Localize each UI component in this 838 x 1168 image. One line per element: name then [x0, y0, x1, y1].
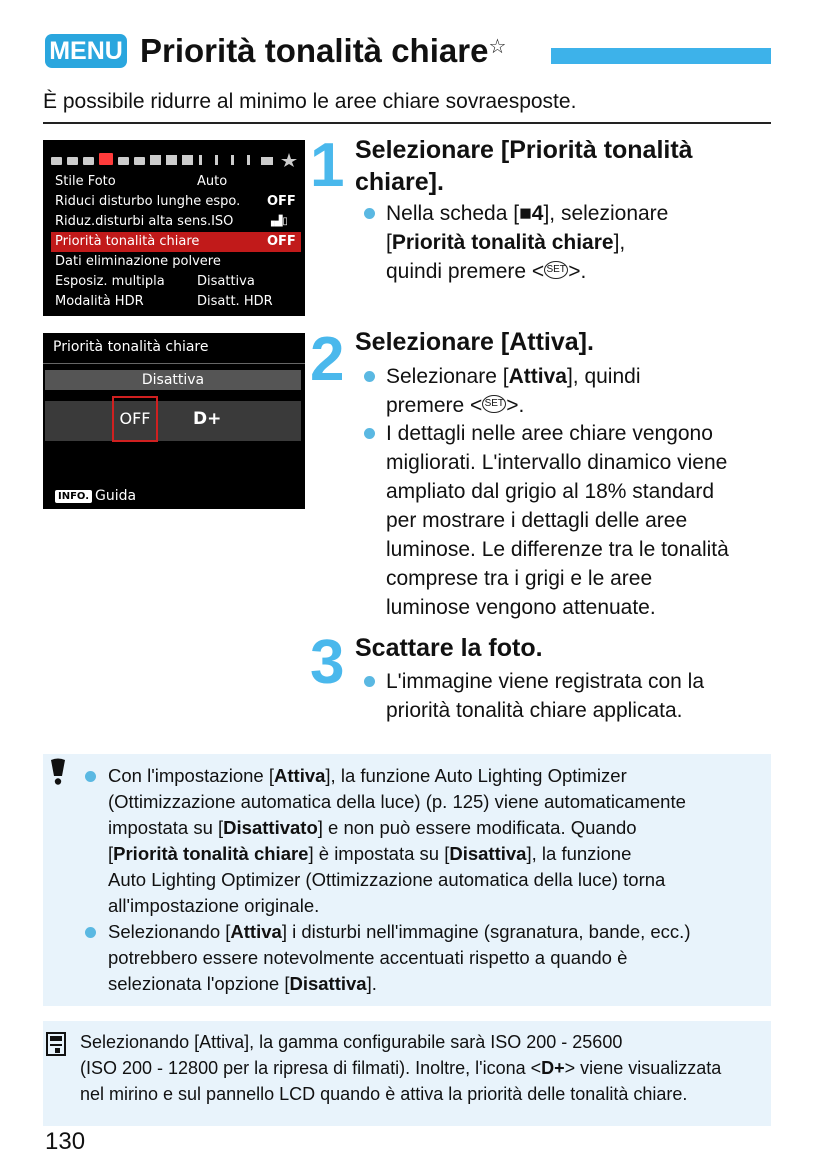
intro-text: È possibile ridurre al minimo le aree chiare sovraesposte. — [43, 90, 577, 113]
option-off[interactable]: OFF — [112, 396, 158, 442]
setting-header: Priorità tonalità chiare — [53, 339, 209, 355]
step-number: 2 — [310, 325, 345, 394]
menu-tabs-icons — [51, 149, 303, 167]
menu-screen — [43, 140, 305, 316]
set-button-icon: SET — [544, 261, 568, 279]
step-title: Selezionare [Priorità tonalità chiare]. — [355, 136, 693, 196]
bullet-icon — [364, 208, 375, 219]
tab-camera-icon: ■ — [519, 202, 532, 225]
title-decor-bar — [551, 48, 771, 64]
setting-divider — [43, 363, 305, 364]
current-value: Disattiva — [45, 370, 301, 390]
step-number: 3 — [310, 628, 345, 697]
divider — [43, 122, 771, 124]
step-bullet: L'immagine viene registrata con la priorità tonalità chiare applicata. — [386, 670, 705, 722]
caution-text: Con l'impostazione [Attiva], la funzione Auto Lighting Optimizer (Ottimizzazione automatica della luce) (p. 125) viene automaticamente impostata su [Disattivato] e non può essere modificata. Quando [Priorità tonalità chiare] è impostata su [Disattiva], la funzione Auto Lighting Optimizer (Ottimizzazione automatica della luce) torna all'impostazione originale. Selezionando [Attiva] i disturbi nell'immagine (sgranatura, bande, ecc.) potrebbero essere notevolmente accentuati rispetto a quando è selezionata l'opzione [Disattiva]. — [108, 765, 691, 994]
options-strip — [45, 401, 301, 441]
note-text: Selezionando [Attiva], la gamma configurabile sarà ISO 200 - 25600 (ISO 200 - 12800 per la ripresa di filmati). Inoltre, l'icona <D+> viene visualizzata nel mirino e sul pannello LCD quando è attiva la priorità delle tonalità chiare. — [80, 1032, 722, 1104]
set-button-icon: SET — [482, 395, 506, 413]
star-icon: ☆ — [488, 36, 507, 58]
menu-row[interactable]: Esposiz. multipla Disattiva — [55, 274, 255, 289]
bullet-icon — [85, 927, 96, 938]
menu-row[interactable]: Stile Foto Auto — [55, 174, 228, 189]
menu-row[interactable]: Riduci disturbo lunghe espo. OFF — [55, 194, 296, 209]
step-title: Selezionare [Attiva]. — [355, 328, 594, 356]
step-title: Scattare la foto. — [355, 634, 543, 662]
page-number: 130 — [45, 1128, 86, 1155]
menu-row-selected[interactable]: Priorità tonalità chiare OFF — [51, 232, 301, 252]
info-guide: INFO. Guida — [55, 488, 136, 504]
step-bullet: Selezionare [Attiva], quindi premere < SET >. — [386, 365, 641, 417]
bullet-icon — [364, 371, 375, 382]
setting-screen — [43, 333, 305, 509]
menu-row[interactable]: Modalità HDR Disatt. HDR — [55, 294, 273, 309]
page-title — [140, 30, 506, 72]
info-badge: INFO. — [55, 490, 92, 503]
menu-row[interactable]: Dati eliminazione polvere — [55, 254, 221, 269]
bullet-icon — [364, 676, 375, 687]
step-bullet: I dettagli nelle aree chiare vengono migliorati. L'intervallo dinamico viene ampliato dal grigio al 18% standard per mostrare i dettagli delle aree luminose. Le differenze tra le tonalità comprese tra i grigi e le aree luminose vengono attenuate. — [386, 422, 729, 619]
warning-icon — [47, 758, 69, 786]
step-bullet: Nella scheda [■4], selezionare [Priorità tonalità chiare], quindi premere < SET >. — [386, 202, 669, 283]
menu-badge: MENU — [45, 34, 127, 68]
bullet-icon — [364, 428, 375, 439]
menu-row[interactable]: Riduz.disturbi alta sens.ISO ▗▟▯ — [55, 214, 288, 229]
title-text: Priorità tonalità chiare — [140, 32, 489, 69]
memo-icon — [46, 1032, 66, 1056]
bullet-icon — [85, 771, 96, 782]
option-dplus[interactable]: D+ — [193, 409, 222, 429]
step-number: 1 — [310, 131, 345, 200]
